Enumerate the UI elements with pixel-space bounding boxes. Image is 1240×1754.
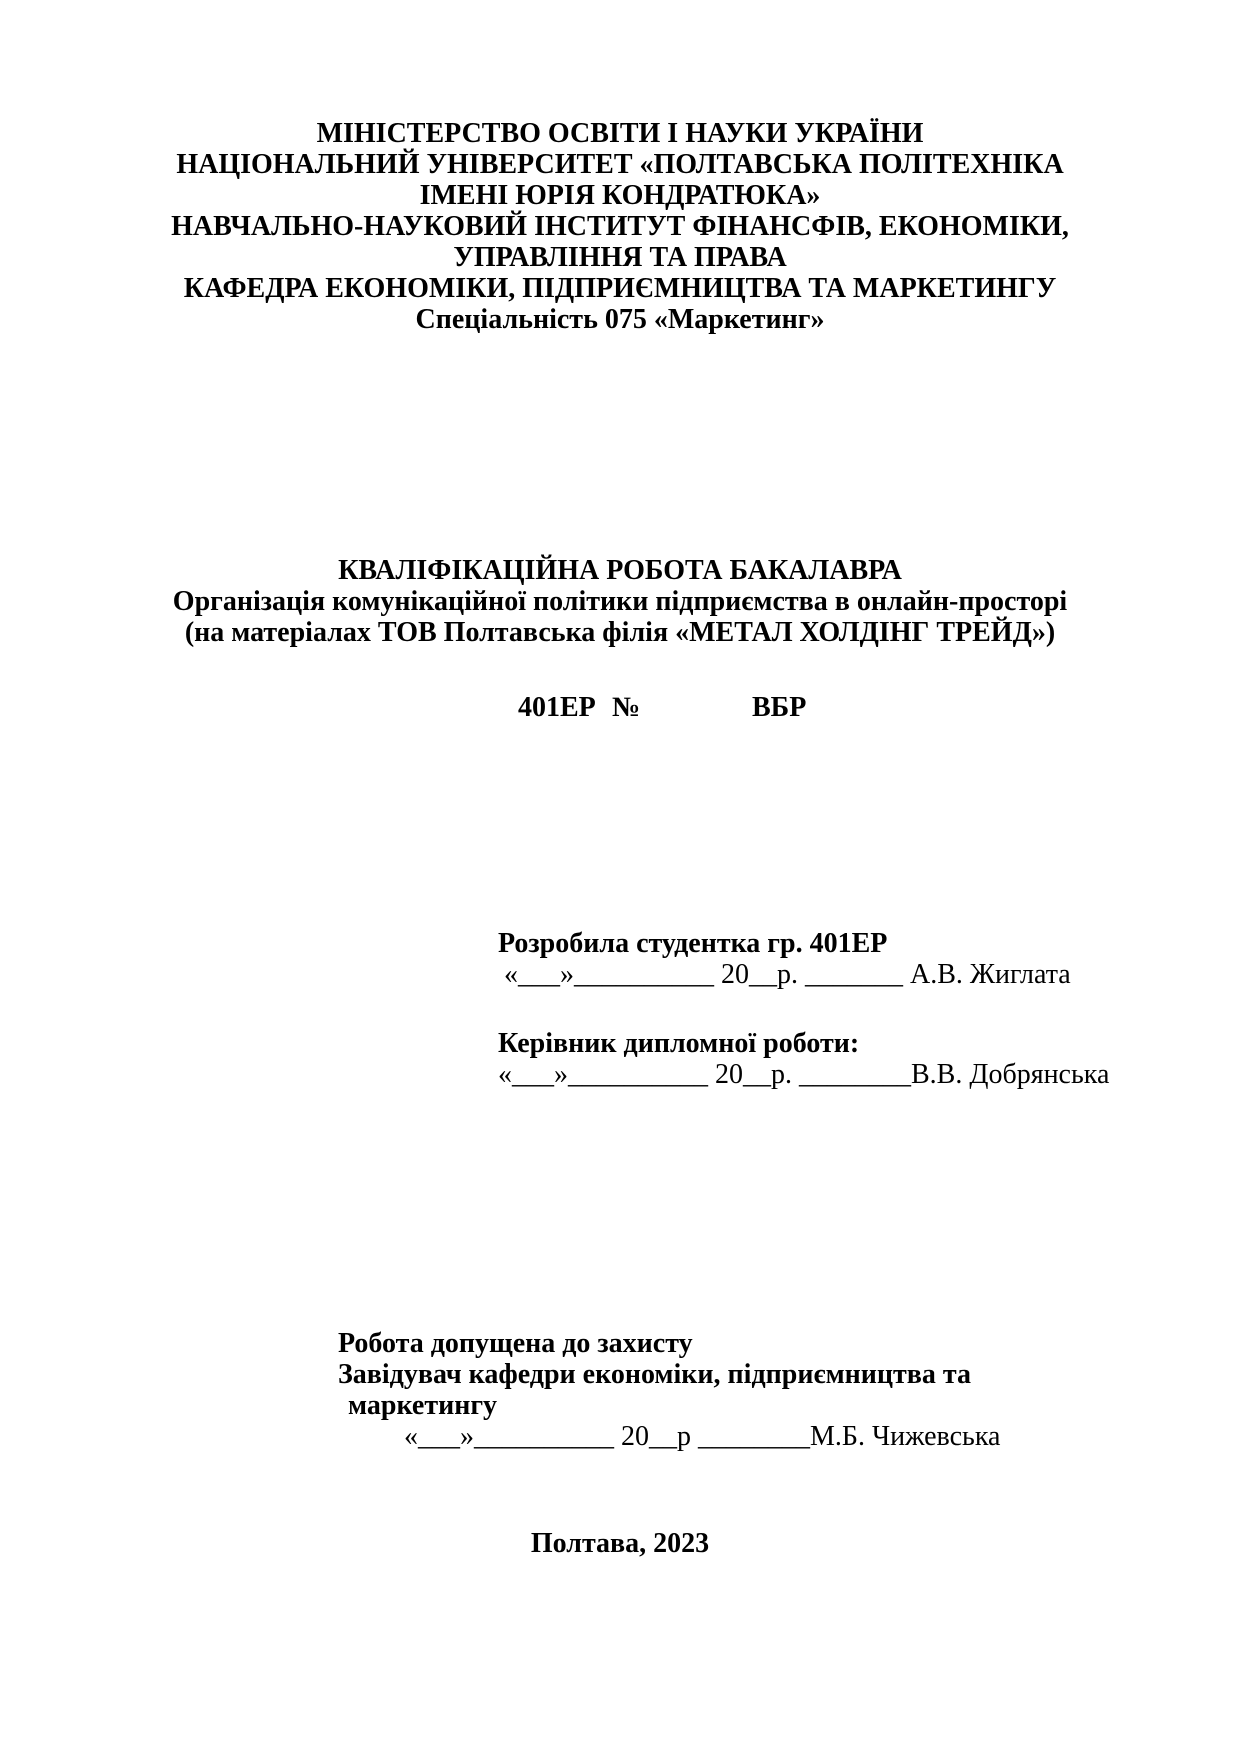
institution-header xyxy=(0,118,1240,335)
student-block xyxy=(498,928,1071,990)
admission-line-1: Робота допущена до захисту xyxy=(338,1328,693,1359)
supervisor-block xyxy=(498,1028,1109,1090)
head-name: М.Б. Чижевська xyxy=(810,1421,1001,1452)
student-sign-row xyxy=(504,959,1071,990)
institute-line-2: УПРАВЛІННЯ ТА ПРАВА xyxy=(453,242,787,273)
university-line-1: НАЦІОНАЛЬНИЙ УНІВЕРСИТЕТ «ПОЛТАВСЬКА ПОЛІТЕХНІКА xyxy=(176,149,1064,180)
university-line-2: ІМЕНІ ЮРІЯ КОНДРАТЮКА» xyxy=(419,180,821,211)
specialty-line: Спеціальність 075 «Маркетинг» xyxy=(415,304,825,335)
ministry-line: МІНІСТЕРСТВО ОСВІТИ І НАУКИ УКРАЇНИ xyxy=(316,118,924,149)
institute-line-1: НАВЧАЛЬНО-НАУКОВИЙ ІНСТИТУТ ФІНАНСФІВ, ЕКОНОМІКИ, xyxy=(171,211,1069,242)
supervisor-sign-line: «___»__________ 20__р. ________ xyxy=(498,1059,911,1090)
number-sign: № xyxy=(612,692,641,723)
group-code: 401ЕР xyxy=(518,692,596,723)
supervisor-name: В.В. Добрянська xyxy=(911,1059,1110,1090)
thesis-title-block xyxy=(0,555,1240,648)
supervisor-sign-row xyxy=(498,1059,1109,1090)
topic-line-2: (на матеріалах ТОВ Полтавська філія «МЕТАЛ ХОЛДІНГ ТРЕЙД») xyxy=(184,617,1056,648)
supervisor-label: Керівник дипломної роботи: xyxy=(498,1028,860,1059)
admission-line-2: Завідувач кафедри економіки, підприємництва та xyxy=(338,1359,972,1390)
department-line: КАФЕДРА ЕКОНОМІКИ, ПІДПРИЄМНИЦТВА ТА МАРКЕТИНГУ xyxy=(183,273,1057,304)
student-label: Розробила студентка гр. 401ЕР xyxy=(498,928,888,959)
student-sign-line: «___»__________ 20__р. _______ xyxy=(504,959,903,990)
code-suffix: ВБР xyxy=(752,692,807,723)
city-year: Полтава, 2023 xyxy=(530,1528,710,1559)
student-name: А.В. Жиглата xyxy=(910,959,1071,990)
admission-line-3: маркетингу xyxy=(348,1390,498,1421)
work-type: КВАЛІФІКАЦІЙНА РОБОТА БАКАЛАВРА xyxy=(338,555,902,586)
admission-sign-row xyxy=(404,1421,1000,1452)
topic-line-1: Організація комунікаційної політики підприємства в онлайн-просторі xyxy=(172,586,1068,617)
admission-block xyxy=(338,1328,1000,1452)
head-sign-line: «___»__________ 20__р ________ xyxy=(404,1421,810,1452)
